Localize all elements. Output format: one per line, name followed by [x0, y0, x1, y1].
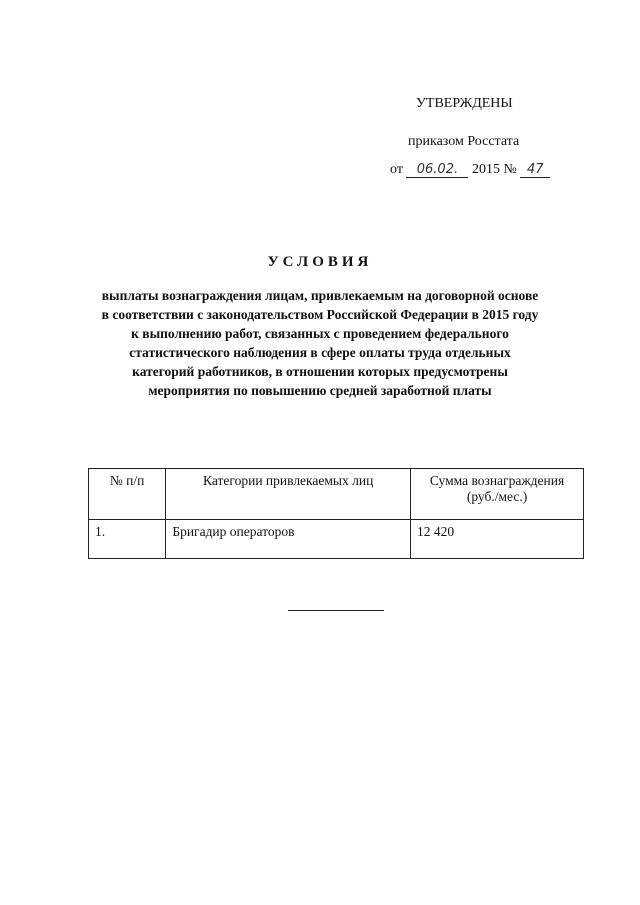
conditions-table [88, 468, 584, 559]
header-number: № п/п [89, 469, 166, 520]
handwritten-date: 06.02. [406, 162, 468, 178]
order-year: 2015 [471, 162, 500, 177]
document-subtitle: выплаты вознаграждения лицам, привлекаемым на договорной основе в соответствии с законодательством Российской Федерации в 2015 году к выполнению работ, связанных с проведением федерального статистического наблюдения в сфере оплаты труда отдельных категорий работников, в отношении которых предусмотрены мероприятия по повышению средней заработной платы [101, 288, 539, 398]
number-sign: № [503, 162, 517, 177]
end-divider [288, 610, 384, 611]
cell-number: 1. [89, 520, 166, 559]
approved-label: УТВЕРЖДЕНЫ [416, 96, 513, 111]
table-row [89, 520, 584, 559]
order-label: приказом Росстата [408, 134, 520, 149]
document-title: УСЛОВИЯ [267, 254, 373, 270]
handwritten-number: 47 [520, 162, 550, 178]
table-header-row [89, 469, 584, 520]
cell-category: Бригадир операторов [166, 520, 411, 559]
order-date-line [390, 162, 550, 178]
cell-amount: 12 420 [411, 520, 584, 559]
header-category: Категории привлекаемых лиц [166, 469, 411, 520]
header-amount: Сумма вознаграждения (руб./мес.) [411, 469, 584, 520]
from-prefix: от [390, 162, 403, 177]
